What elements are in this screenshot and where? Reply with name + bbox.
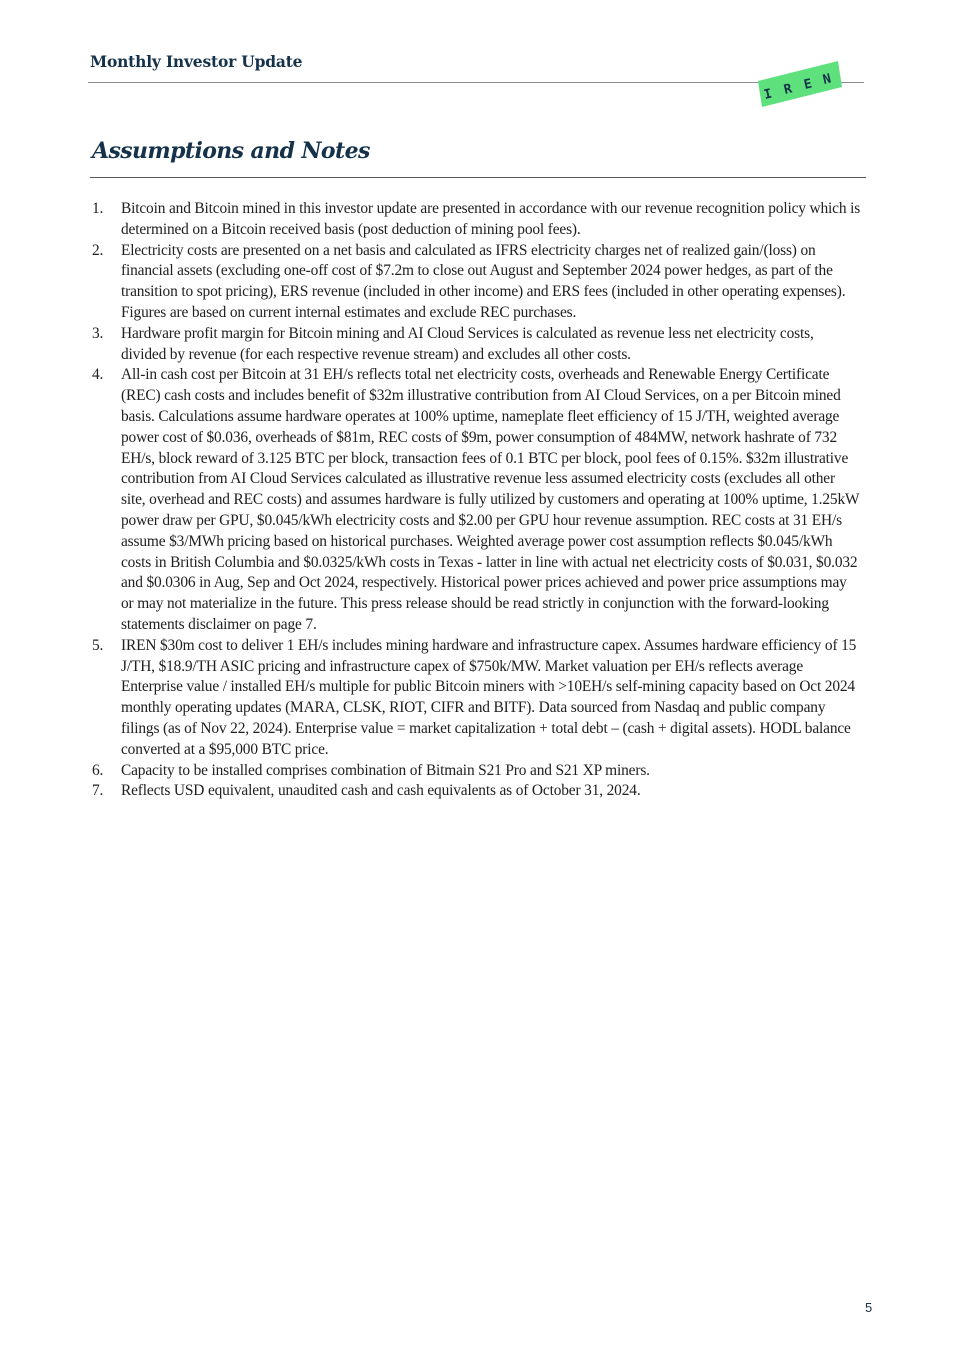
note-number: 6. xyxy=(92,761,104,779)
section-title: Assumptions and Notes xyxy=(92,138,370,164)
notes-list xyxy=(90,199,862,802)
svg-text:R: R xyxy=(782,81,794,98)
note-text: Reflects USD equivalent, unaudited cash and cash equivalents as of October 31, 2024. xyxy=(121,782,641,800)
note-number: 5. xyxy=(92,636,104,654)
svg-text:E: E xyxy=(802,76,814,93)
note-item xyxy=(90,781,862,802)
section-divider xyxy=(90,177,866,178)
note-number: 1. xyxy=(92,200,104,217)
svg-text:N: N xyxy=(821,71,833,88)
note-item xyxy=(90,324,862,366)
iren-logo xyxy=(758,61,842,107)
header-divider xyxy=(88,82,864,83)
note-number: 4. xyxy=(92,366,104,384)
note-text: Capacity to be installed comprises combination of Bitmain S21 Pro and S21 XP miners. xyxy=(121,761,650,779)
note-text: All-in cash cost per Bitcoin at 31 EH/s reflects total net electricity costs, overheads and Renewable Energy Certificate (REC) cash costs and includes benefit of $32m illustrative contribution from AI Cloud Services, on a per Bitcoin mined basis. Calculations assume hardware operates at 100% uptime, nameplate fleet efficiency of 15 J/TH, weighted average power cost of $0.036, overheads of $81m, REC costs of $9m, power consumption of 484MW, network hashrate of 732 EH/s, block reward of 3.125 BTC per block, transaction fees of 0.1 BTC per block, pool fees of 0.15%. $32m illustrative contribution from AI Cloud Services calculated as illustrative revenue less assumed electricity costs (excludes all other site, overhead and REC costs) and assumes hardware is fully utilized by customers and operating at 100% uptime, 1.25kW power draw per GPU, $0.045/kWh electricity costs and $2.00 per GPU hour revenue assumption. REC costs at 31 EH/s assume $3/MWh pricing based on historical purchases. Weighted average power cost assumption reflects $0.045/kWh costs in British Columbia and $0.0325/kWh costs in Texas - latter in line with actual net electricity costs of $0.031, $0.032 and $0.0306 in Aug, Sep and Oct 2024, respectively. Historical power prices achieved and power price assumptions may or may not materialize in the future. This press release should be read strictly in conjunction with the forward-looking statements disclaimer on page 7. xyxy=(121,366,860,633)
note-number: 3. xyxy=(92,324,104,342)
note-item xyxy=(90,241,862,324)
note-item xyxy=(90,636,862,761)
note-text: IREN $30m cost to deliver 1 EH/s includes mining hardware and infrastructure capex. Assumes hardware efficiency of 15 J/TH, $18.9/TH ASIC pricing and infrastructure capex of $750k/MW. Market valuation per EH/s reflects average Enterprise value / installed EH/s multiple for public Bitcoin miners with >10EH/s self-mining capacity based on Oct 2024 monthly operating updates (MARA, CLSK, RIOT, CIFR and BITF). Data sourced from Nasdaq and public company filings (as of Nov 22, 2024). Enterprise value = market capitalization + total debt – (cash + digital assets). HODL balance converted at a $95,000 BTC price. xyxy=(121,636,857,758)
note-item xyxy=(90,365,862,635)
page-number: 5 xyxy=(865,1300,873,1315)
svg-text:I: I xyxy=(762,86,774,103)
note-text: Bitcoin and Bitcoin mined in this investor update are presented in accordance with our revenue recognition policy which is determined on a Bitcoin received basis (post deduction of mining pool fees). xyxy=(121,200,861,238)
note-item xyxy=(90,199,862,241)
document-header-title: Monthly Investor Update xyxy=(90,52,303,71)
note-number: 2. xyxy=(92,241,104,259)
note-text: Hardware profit margin for Bitcoin mining and AI Cloud Services is calculated as revenue less net electricity costs, divided by revenue (for each respective revenue stream) and excludes all other costs. xyxy=(121,324,814,363)
note-number: 7. xyxy=(92,782,104,800)
note-text: Electricity costs are presented on a net basis and calculated as IFRS electricity charges net of realized gain/(loss) on financial assets (excluding one-off cost of $7.2m to close out August and September 2024 power hedges, as part of the transition to spot pricing), ERS revenue (included in other income) and ERS fees (included in other operating expenses). Figures are based on current internal estimates and exclude REC purchases. xyxy=(121,241,846,321)
note-item xyxy=(90,761,862,782)
